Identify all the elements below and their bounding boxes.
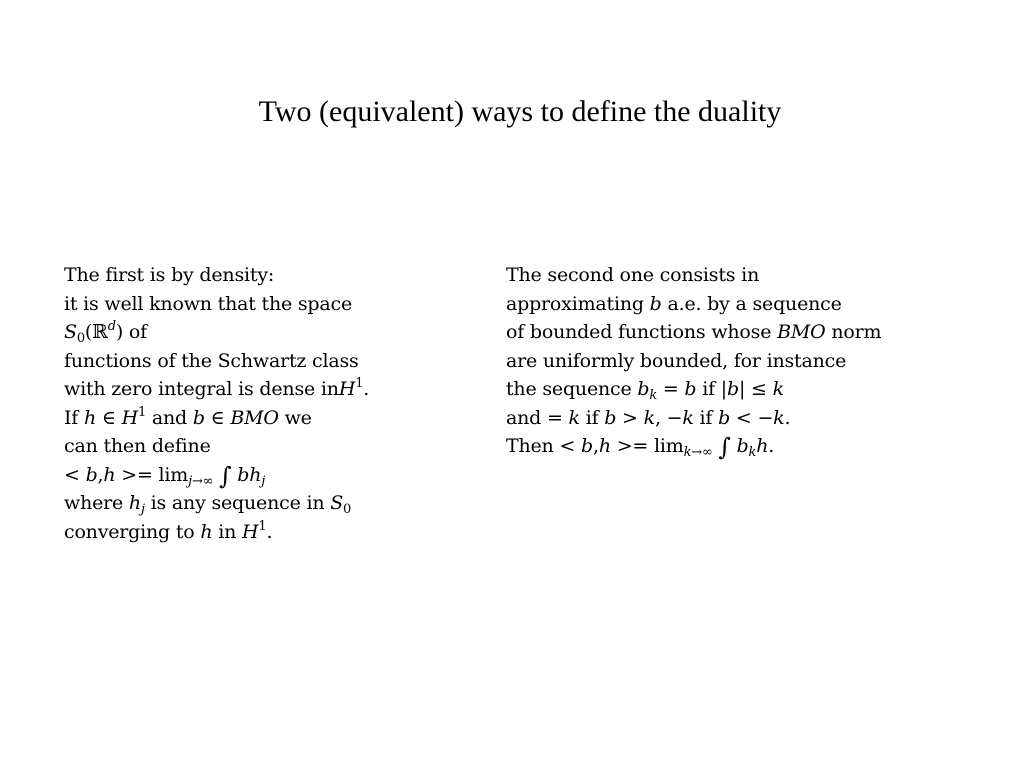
- left-line-9: [64, 489, 464, 518]
- left-line-10: [64, 518, 464, 547]
- right-line-3-b: norm: [825, 321, 882, 343]
- math-b: b: [649, 292, 662, 315]
- right-line-4: are uniformly bounded, for instance: [506, 349, 847, 372]
- right-line-2: [506, 290, 976, 319]
- right-line-2-a: approximating: [506, 292, 650, 315]
- math-hj: $h_j$: [128, 492, 145, 517]
- math-s0-rd: $S_0(ℝ^d)$: [64, 319, 124, 346]
- right-line-7: [506, 432, 976, 461]
- left-line-8: [64, 461, 464, 490]
- math-h-in-h1: h ∈ $H^1$: [83, 404, 147, 429]
- math-h: h: [200, 520, 213, 543]
- math-eq-k: = k: [546, 406, 580, 429]
- left-line-4: functions of the Schwartz class: [64, 349, 359, 372]
- math-bk-eq-b: $b_k = b$: [637, 378, 697, 403]
- right-line-6-if1: if: [579, 406, 605, 429]
- left-line-7: can then define: [64, 435, 211, 457]
- math-b-gt-k: b > k, −k: [604, 406, 694, 429]
- right-line-5-a: the sequence: [506, 378, 638, 400]
- math-h1-end: $H^1$.: [242, 518, 273, 543]
- right-column: [506, 261, 976, 461]
- left-line-3-text: of: [123, 321, 147, 343]
- math-duality-approx: < $b,h >= \lim_{k\to\infty}$ ∫ $b_kh$.: [559, 433, 775, 461]
- right-line-7-then: Then: [506, 435, 560, 457]
- right-line-1: The second one consists in: [506, 264, 760, 286]
- left-line-9-where: where: [64, 492, 129, 514]
- left-line-9-mid: is any sequence in: [144, 492, 331, 514]
- math-s0: $S_0$: [330, 492, 352, 517]
- math-duality-density: < $b,h >= \lim_{j\to\infty}$ ∫ $bh_j$: [64, 461, 266, 490]
- left-line-6-if: If: [64, 406, 84, 429]
- right-line-6-and: and: [506, 406, 547, 429]
- right-line-2-b: a.e. by a sequence: [661, 292, 842, 315]
- math-b-in-bmo: b ∈ BMO: [192, 406, 279, 429]
- left-line-1: The first is by density:: [64, 264, 275, 286]
- right-line-5: [506, 375, 976, 404]
- left-line-6: [64, 404, 464, 433]
- left-line-10-in: in: [212, 520, 243, 543]
- right-line-6-if2: if: [693, 406, 719, 429]
- left-line-5: [64, 375, 464, 404]
- right-line-3-a: of bounded functions whose: [506, 321, 778, 343]
- math-b-lt-neg-k: b < −k.: [718, 406, 791, 429]
- math-h1: $H^1$.: [338, 376, 370, 400]
- left-line-6-we: we: [278, 406, 312, 429]
- math-bmo: BMO: [777, 321, 826, 343]
- left-line-2: it is well known that the space: [64, 292, 353, 315]
- right-line-3: [506, 318, 976, 347]
- right-line-5-if: if: [696, 378, 721, 400]
- left-line-10-conv: converging to: [64, 520, 201, 543]
- math-abs-b-le-k: |b| ≤ k: [720, 378, 784, 400]
- left-line-5-text: with zero integral is dense in: [64, 378, 339, 400]
- slide-title: Two (equivalent) ways to define the duality: [258, 95, 782, 128]
- left-line-3: [64, 318, 464, 347]
- left-column: [64, 261, 464, 546]
- left-line-6-and: and: [146, 406, 193, 429]
- right-line-6: [506, 404, 976, 433]
